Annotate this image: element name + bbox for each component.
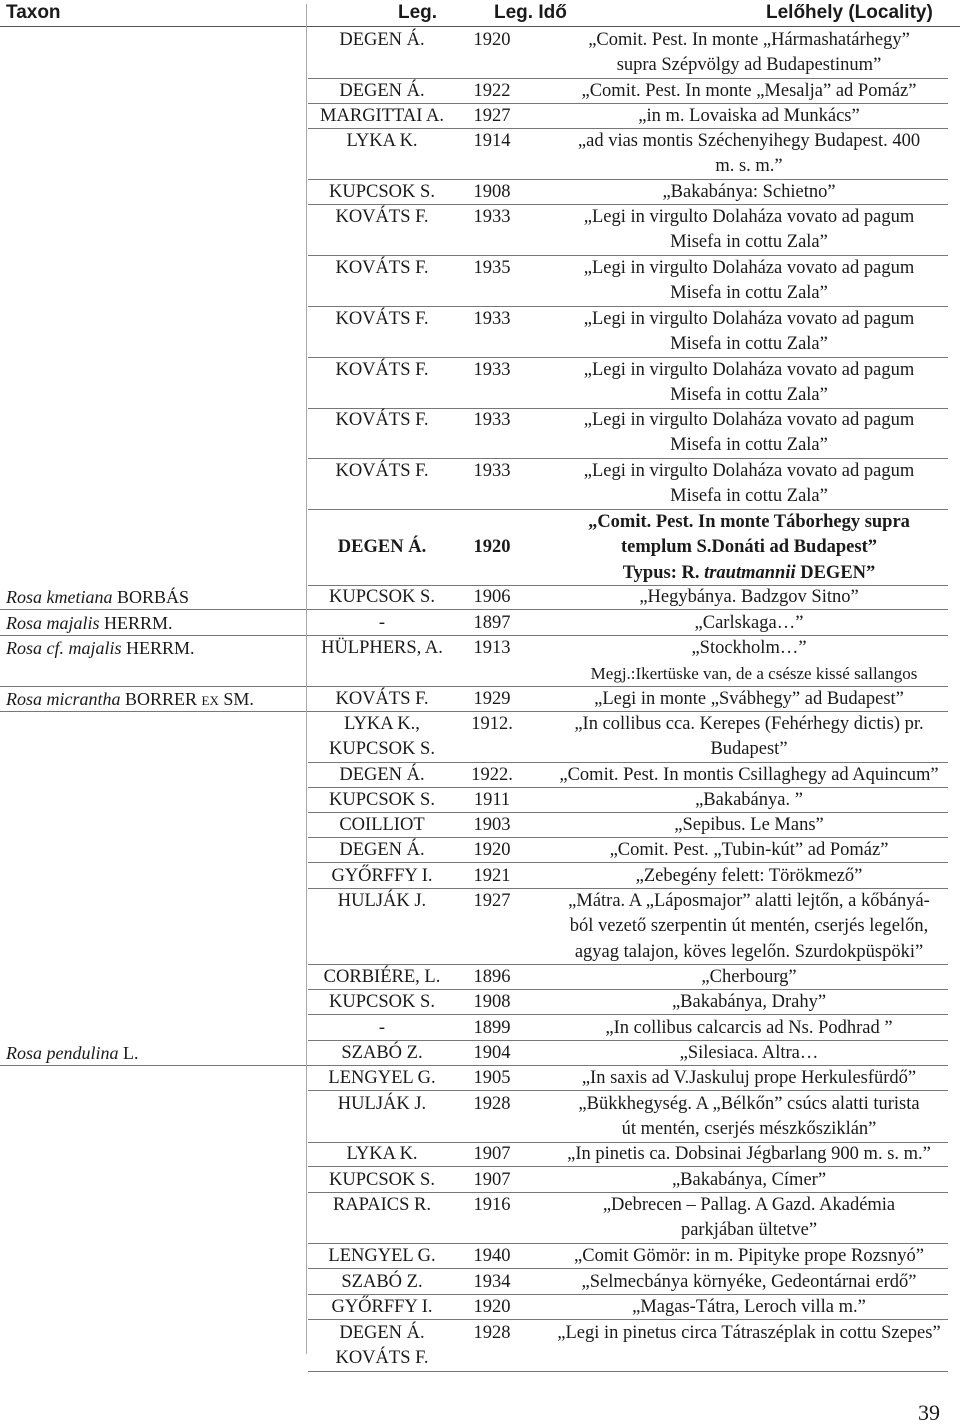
collection-year: 1908 xyxy=(473,182,511,202)
locality-line: „Legi in virgulto Dolaháza vovato ad pagum xyxy=(583,461,915,481)
locality-line: „Bükkhegység. A „Bélkőn” csúcs alatti turista xyxy=(578,1094,920,1114)
collection-year: 1935 xyxy=(473,258,511,278)
collector-name: KOVÁTS F. xyxy=(335,410,429,430)
locality-line: „Legi in virgulto Dolaháza vovato ad pagum xyxy=(583,207,915,227)
collector-name: GYŐRFFY I. xyxy=(331,866,433,886)
collector-name: KUPCSOK S. xyxy=(329,790,435,810)
collection-year: 1913 xyxy=(473,638,511,658)
locality-line: „In pinetis ca. Dobsinai Jégbarlang 900 m. s. m.” xyxy=(567,1144,931,1164)
locality-line: agyag talajon, köves legelőn. Szurdokpüspöki” xyxy=(574,941,924,962)
collector xyxy=(308,28,456,53)
collection-year: 1933 xyxy=(473,309,511,329)
collector-name: DEGEN Á. xyxy=(339,840,425,860)
collection-year: 1933 xyxy=(473,207,511,227)
taxon-name: Rosa kmetiana BORBÁS xyxy=(6,587,190,607)
collector xyxy=(308,1016,456,1041)
locality-line: „Comit. Pest. „Tubin-kút” ad Pomáz” xyxy=(609,840,889,860)
header-leg-ido: Leg. Idő xyxy=(494,2,567,23)
collector xyxy=(308,459,456,484)
collector xyxy=(308,788,456,813)
locality-line: „Debrecen – Pallag. A Gazd. Akadémia xyxy=(602,1195,896,1215)
collector-name-2: KUPCSOK S. xyxy=(329,739,435,760)
collection-year: 1922 xyxy=(473,81,511,101)
collector xyxy=(308,585,456,610)
collector xyxy=(308,1168,456,1193)
collector-name: KOVÁTS F. xyxy=(335,689,429,709)
page-number: 39 xyxy=(918,1400,940,1425)
taxon-name: Rosa cf. majalis HERRM. xyxy=(6,638,195,658)
collector-name: - xyxy=(378,613,386,633)
locality-line: „Legi in virgulto Dolaháza vovato ad pagum xyxy=(583,410,915,430)
collection-year: 1916 xyxy=(473,1195,511,1215)
collector xyxy=(308,1092,456,1117)
locality-line: „In collibus cca. Kerepes (Fehérhegy dictis) pr. xyxy=(574,714,924,734)
locality-line: „In saxis ad V.Jaskuluj prope Herkulesfürdő” xyxy=(581,1068,917,1088)
collector xyxy=(308,763,456,788)
collector xyxy=(308,129,456,154)
collection-year: 1933 xyxy=(473,360,511,380)
locality-line: „Carlskaga…” xyxy=(694,613,804,633)
locality-line: „Legi in monte „Svábhegy” ad Budapest” xyxy=(594,689,904,709)
taxon-name: Rosa majalis HERRM. xyxy=(6,613,173,633)
locality-line: „Sepibus. Le Mans” xyxy=(674,815,824,835)
collection-year: 1907 xyxy=(473,1170,511,1190)
collection-year: 1904 xyxy=(473,1043,511,1063)
collector-name: MARGITTAI A. xyxy=(320,106,444,126)
locality-line: „Bakabánya, Drahy” xyxy=(671,992,827,1012)
collector xyxy=(308,889,456,914)
locality-line: Misefa in cottu Zala” xyxy=(670,435,828,456)
collection-year: 1911 xyxy=(473,790,511,810)
collection-year: 1933 xyxy=(473,410,511,430)
collection-year: 1929 xyxy=(473,689,511,709)
collector-name: - xyxy=(378,1018,386,1038)
locality-line: „Bakabánya: Schietno” xyxy=(662,182,836,202)
taxon-name: Rosa pendulina L. xyxy=(6,1043,139,1063)
collector-name: KOVÁTS F. xyxy=(335,461,429,481)
collection-year: 1928 xyxy=(473,1323,511,1343)
collector xyxy=(308,611,456,636)
collector xyxy=(308,1244,456,1269)
collector xyxy=(308,1066,456,1091)
collector-name: KUPCSOK S. xyxy=(329,992,435,1012)
collector-name: KOVÁTS F. xyxy=(335,207,429,227)
collector-name: KUPCSOK S. xyxy=(329,587,435,607)
locality-line: Typus: R. trautmannii DEGEN” xyxy=(622,562,876,583)
locality-line: „Comit Gömör: in m. Pipityke prope Rozsnyó” xyxy=(574,1246,924,1266)
locality-line: ból vezető szerpentin út mentén, cserjés legelőn, xyxy=(569,916,929,937)
collector xyxy=(308,180,456,205)
locality-line: „Comit. Pest. In monte „Hármashatárhegy” xyxy=(588,30,910,50)
collector-name: KOVÁTS F. xyxy=(335,360,429,380)
collection-year: 1905 xyxy=(473,1068,511,1088)
locality-line: supra Szépvölgy ad Budapestinum” xyxy=(616,55,882,76)
locality-line: Misefa in cottu Zala” xyxy=(670,334,828,355)
locality-line: „Legi in pinetus circa Tátraszéplak in cottu Szepes” xyxy=(557,1323,941,1343)
collection-year: 1940 xyxy=(473,1246,511,1266)
locality-line: „Comit. Pest. In montis Csillaghegy ad Aquincum” xyxy=(559,765,939,785)
collector xyxy=(308,636,456,661)
collector-name: DEGEN Á. xyxy=(339,81,425,101)
collector-name: LYKA K., xyxy=(344,714,420,734)
header-locality: Lelőhely (Locality) xyxy=(766,2,933,23)
collector-name: KOVÁTS F. xyxy=(335,258,429,278)
collection-year: 1912. xyxy=(471,714,513,734)
locality-line: Misefa in cottu Zala” xyxy=(670,385,828,406)
locality-line: Megj.:Ikertüske van, de a csésze kissé sallangos xyxy=(590,664,918,684)
locality-line: „Comit. Pest. In monte „Mesalja” ad Pomáz” xyxy=(581,81,917,101)
collector xyxy=(308,1270,456,1295)
collection-year: 1908 xyxy=(473,992,511,1012)
collector xyxy=(308,79,456,104)
collector-name: HÜLPHERS, A. xyxy=(321,638,443,658)
collector-name: LYKA K. xyxy=(346,1144,418,1164)
header-leg: Leg. xyxy=(398,2,438,23)
collector-name: GYŐRFFY I. xyxy=(331,1297,433,1317)
locality-line: Misefa in cottu Zala” xyxy=(670,232,828,253)
locality-line: „In collibus calcarcis ad Ns. Podhrad ” xyxy=(605,1018,893,1038)
collector xyxy=(308,358,456,383)
collector xyxy=(308,535,456,560)
collector xyxy=(308,990,456,1015)
collection-year: 1906 xyxy=(473,587,511,607)
locality-line: „Bakabánya, Címer” xyxy=(671,1170,827,1190)
collector xyxy=(308,813,456,838)
collector-name: LYKA K. xyxy=(346,131,418,151)
collector xyxy=(308,965,456,990)
collector-name: CORBIÉRE, L. xyxy=(323,967,441,987)
locality-line: templum S.Donáti ad Budapest” xyxy=(621,537,877,558)
collector xyxy=(308,307,456,332)
header-rule xyxy=(0,26,960,27)
collector xyxy=(308,712,456,763)
collector-name: DEGEN Á. xyxy=(339,1323,425,1343)
locality-line: „Silesiaca. Altra… xyxy=(679,1043,819,1063)
collector-name: DEGEN Á. xyxy=(339,765,425,785)
collector xyxy=(308,1321,456,1372)
locality-line: „in m. Lovaiska ad Munkács” xyxy=(638,106,860,126)
collection-year: 1899 xyxy=(473,1018,511,1038)
collector-name: KUPCSOK S. xyxy=(329,182,435,202)
taxon-name: Rosa micrantha BORRER ex SM. xyxy=(6,689,254,709)
collector-name: KUPCSOK S. xyxy=(329,1170,435,1190)
collector xyxy=(308,1041,456,1066)
header-taxon: Taxon xyxy=(6,2,61,23)
locality-line: „Cherbourg” xyxy=(701,967,797,987)
collection-year: 1920 xyxy=(473,840,511,860)
locality-line: Misefa in cottu Zala” xyxy=(670,283,828,304)
collection-year: 1920 xyxy=(473,30,511,50)
locality-line: „Comit. Pest. In monte Táborhegy supra xyxy=(588,512,910,532)
locality-line: parkjában ültetve” xyxy=(680,1220,818,1241)
collection-year: 1922. xyxy=(471,765,513,785)
collector xyxy=(308,1193,456,1218)
locality-line: „Legi in virgulto Dolaháza vovato ad pagum xyxy=(583,360,915,380)
locality-line: „Mátra. A „Láposmajor” alatti lejtőn, a kőbányá- xyxy=(568,891,930,911)
collector xyxy=(308,864,456,889)
collector-name: DEGEN Á. xyxy=(339,30,425,50)
locality-line: „Legi in virgulto Dolaháza vovato ad pagum xyxy=(583,258,915,278)
collection-year: 1933 xyxy=(473,461,511,481)
row-rule xyxy=(308,1371,948,1372)
collection-year: 1897 xyxy=(473,613,511,633)
locality-line: út mentén, cserjés mészkősziklán” xyxy=(621,1119,877,1140)
collector-name: SZABÓ Z. xyxy=(341,1272,423,1292)
collection-year: 1934 xyxy=(473,1272,511,1292)
collector xyxy=(308,838,456,863)
collection-year: 1914 xyxy=(473,131,511,151)
collection-year: 1928 xyxy=(473,1094,511,1114)
collector-name: KOVÁTS F. xyxy=(335,309,429,329)
locality-line: „ad vias montis Széchenyihegy Budapest. 400 xyxy=(577,131,921,151)
collector xyxy=(308,256,456,281)
locality-line: „Bakabánya. ” xyxy=(695,790,803,810)
locality-line: Budapest” xyxy=(710,739,788,760)
collection-year: 1920 xyxy=(473,537,511,558)
collector xyxy=(308,205,456,230)
locality-line: „Hegybánya. Badzgov Sitno” xyxy=(639,587,859,607)
collector-name: HULJÁK J. xyxy=(337,891,427,911)
collection-year: 1903 xyxy=(473,815,511,835)
locality-line: „Stockholm…” xyxy=(691,638,807,658)
collector-name: COILLIOT xyxy=(339,815,425,835)
collection-year: 1927 xyxy=(473,106,511,126)
collector-name: LENGYEL G. xyxy=(328,1068,436,1088)
locality-line: m. s. m.” xyxy=(715,156,783,177)
collector xyxy=(308,1142,456,1167)
locality-line: „Selmecbánya környéke, Gedeontárnai erdő” xyxy=(581,1272,917,1292)
collection-year: 1921 xyxy=(473,866,511,886)
collector-name-2: KOVÁTS F. xyxy=(335,1348,429,1369)
collector xyxy=(308,408,456,433)
column-divider xyxy=(306,4,307,1354)
collection-year: 1927 xyxy=(473,891,511,911)
collector-name: SZABÓ Z. xyxy=(341,1043,423,1063)
locality-line: „Zebegény felett: Törökmező” xyxy=(635,866,863,886)
collector-name: DEGEN Á. xyxy=(337,537,427,558)
collector-name: LENGYEL G. xyxy=(328,1246,436,1266)
collector xyxy=(308,687,456,712)
collector-name: RAPAICS R. xyxy=(332,1195,432,1215)
locality-line: Misefa in cottu Zala” xyxy=(670,486,828,507)
collection-year: 1896 xyxy=(473,967,511,987)
collector xyxy=(308,104,456,129)
collection-year: 1907 xyxy=(473,1144,511,1164)
collection-year: 1920 xyxy=(473,1297,511,1317)
locality-line: „Legi in virgulto Dolaháza vovato ad pagum xyxy=(583,309,915,329)
collector-name: HULJÁK J. xyxy=(337,1094,427,1114)
locality-line: „Magas-Tátra, Leroch villa m.” xyxy=(632,1297,866,1317)
collector xyxy=(308,1295,456,1320)
